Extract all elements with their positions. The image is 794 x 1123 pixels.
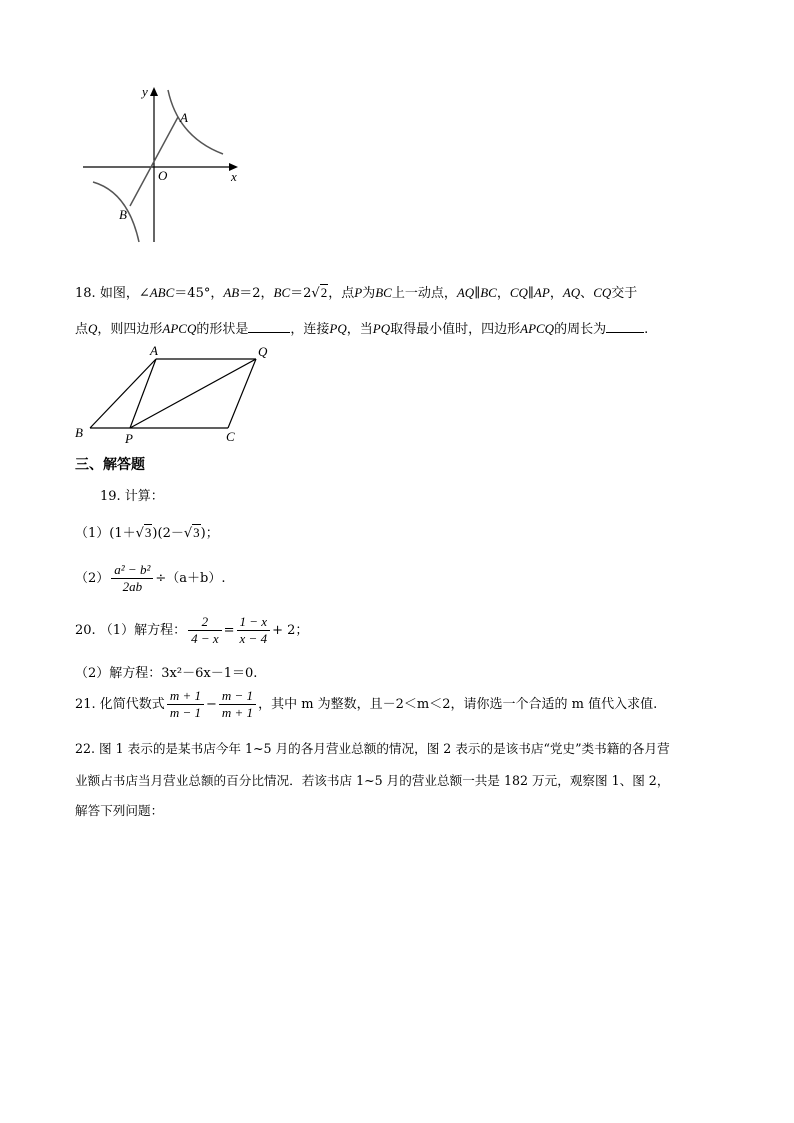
label-b: B	[119, 207, 127, 222]
q22-line3: 解答下列问题：	[75, 803, 164, 818]
q21: 21. 化简代数式 $\frac{m + 1}{m - 1}$ − $\frac{m - 1}{m + 1}$ ，其中 m 为整数，且－2＜m＜2，请你选一个合适的 m 值代入求值.	[75, 688, 658, 720]
label-B: B	[75, 425, 83, 440]
q22-line1: 22. 图 1 表示的是某书店今年 1~5 月的各月营业总额的情况，图 2 表示的是该书店“党史”类书籍的各月营	[75, 741, 670, 756]
hyperbola-branch-first-quadrant	[168, 90, 223, 154]
section-heading: 三、解答题	[75, 457, 145, 473]
segment-ab	[90, 359, 156, 428]
hyperbola-branch-third-quadrant	[93, 182, 139, 242]
q18-line2: 点Q，则四边形APCQ的形状是 ，连接PQ，当PQ取得最小值时，四边形APCQ的周长为 .	[75, 321, 649, 337]
q20-part2: （2）解方程：3x²－6x－1＝0.	[75, 666, 258, 681]
sqrt-sign: √	[135, 526, 144, 541]
q18-number: 18.	[75, 286, 96, 301]
fraction: $\frac{2}{4 - x}$	[188, 614, 222, 647]
q19-part1: （1）(1＋√3)(2－√3)；	[75, 525, 219, 541]
label-C: C	[226, 429, 235, 444]
q22-line2: 业额占书店当月营业总额的百分比情况．若该书店 1~5 月的营业总额一共是 182 万元，观察图 1、图 2，	[75, 773, 670, 788]
q19-title: 19. 计算：	[100, 489, 164, 504]
segment-cq	[228, 359, 256, 428]
label-A: A	[150, 343, 158, 358]
label-y: y	[142, 84, 148, 99]
answer-blank-shape[interactable]	[248, 332, 290, 333]
fraction: $\frac{\text{a² − b²}}{2ab}$	[111, 562, 153, 595]
q18-line1: 18. 如图，∠ABC＝45°，AB＝2，BC＝2√2，点P为BC上一动点，AQ∥BC，CQ∥AP，AQ、CQ交于	[75, 285, 638, 301]
label-P: P	[125, 431, 133, 446]
answer-blank-perimeter[interactable]	[606, 332, 644, 333]
label-o: O	[158, 168, 168, 183]
q20-part1: 20. （1）解方程： $\frac{2}{4 - x}$ = $\frac{1 - x}{x - 4}$ + 2；	[75, 614, 309, 646]
q19-part2: （2） $\frac{\text{a² − b²}}{2ab}$ ÷（a＋b）.	[75, 562, 226, 594]
segment-ap	[130, 359, 156, 428]
fraction: $\frac{1 - x}{x - 4}$	[237, 614, 271, 647]
y-axis-arrow	[150, 87, 158, 96]
sqrt-sign: √	[311, 286, 320, 301]
fraction: $\frac{m - 1}{m + 1}$	[219, 688, 256, 721]
label-x: x	[231, 169, 237, 184]
label-Q: Q	[258, 344, 268, 359]
parallelogram-figure	[70, 342, 290, 447]
label-a: A	[180, 110, 188, 125]
inverse-function-figure	[78, 82, 248, 247]
segment-pq	[130, 359, 256, 428]
fraction: $\frac{m + 1}{m - 1}$	[167, 688, 204, 721]
sqrt-sign: √	[183, 526, 193, 541]
